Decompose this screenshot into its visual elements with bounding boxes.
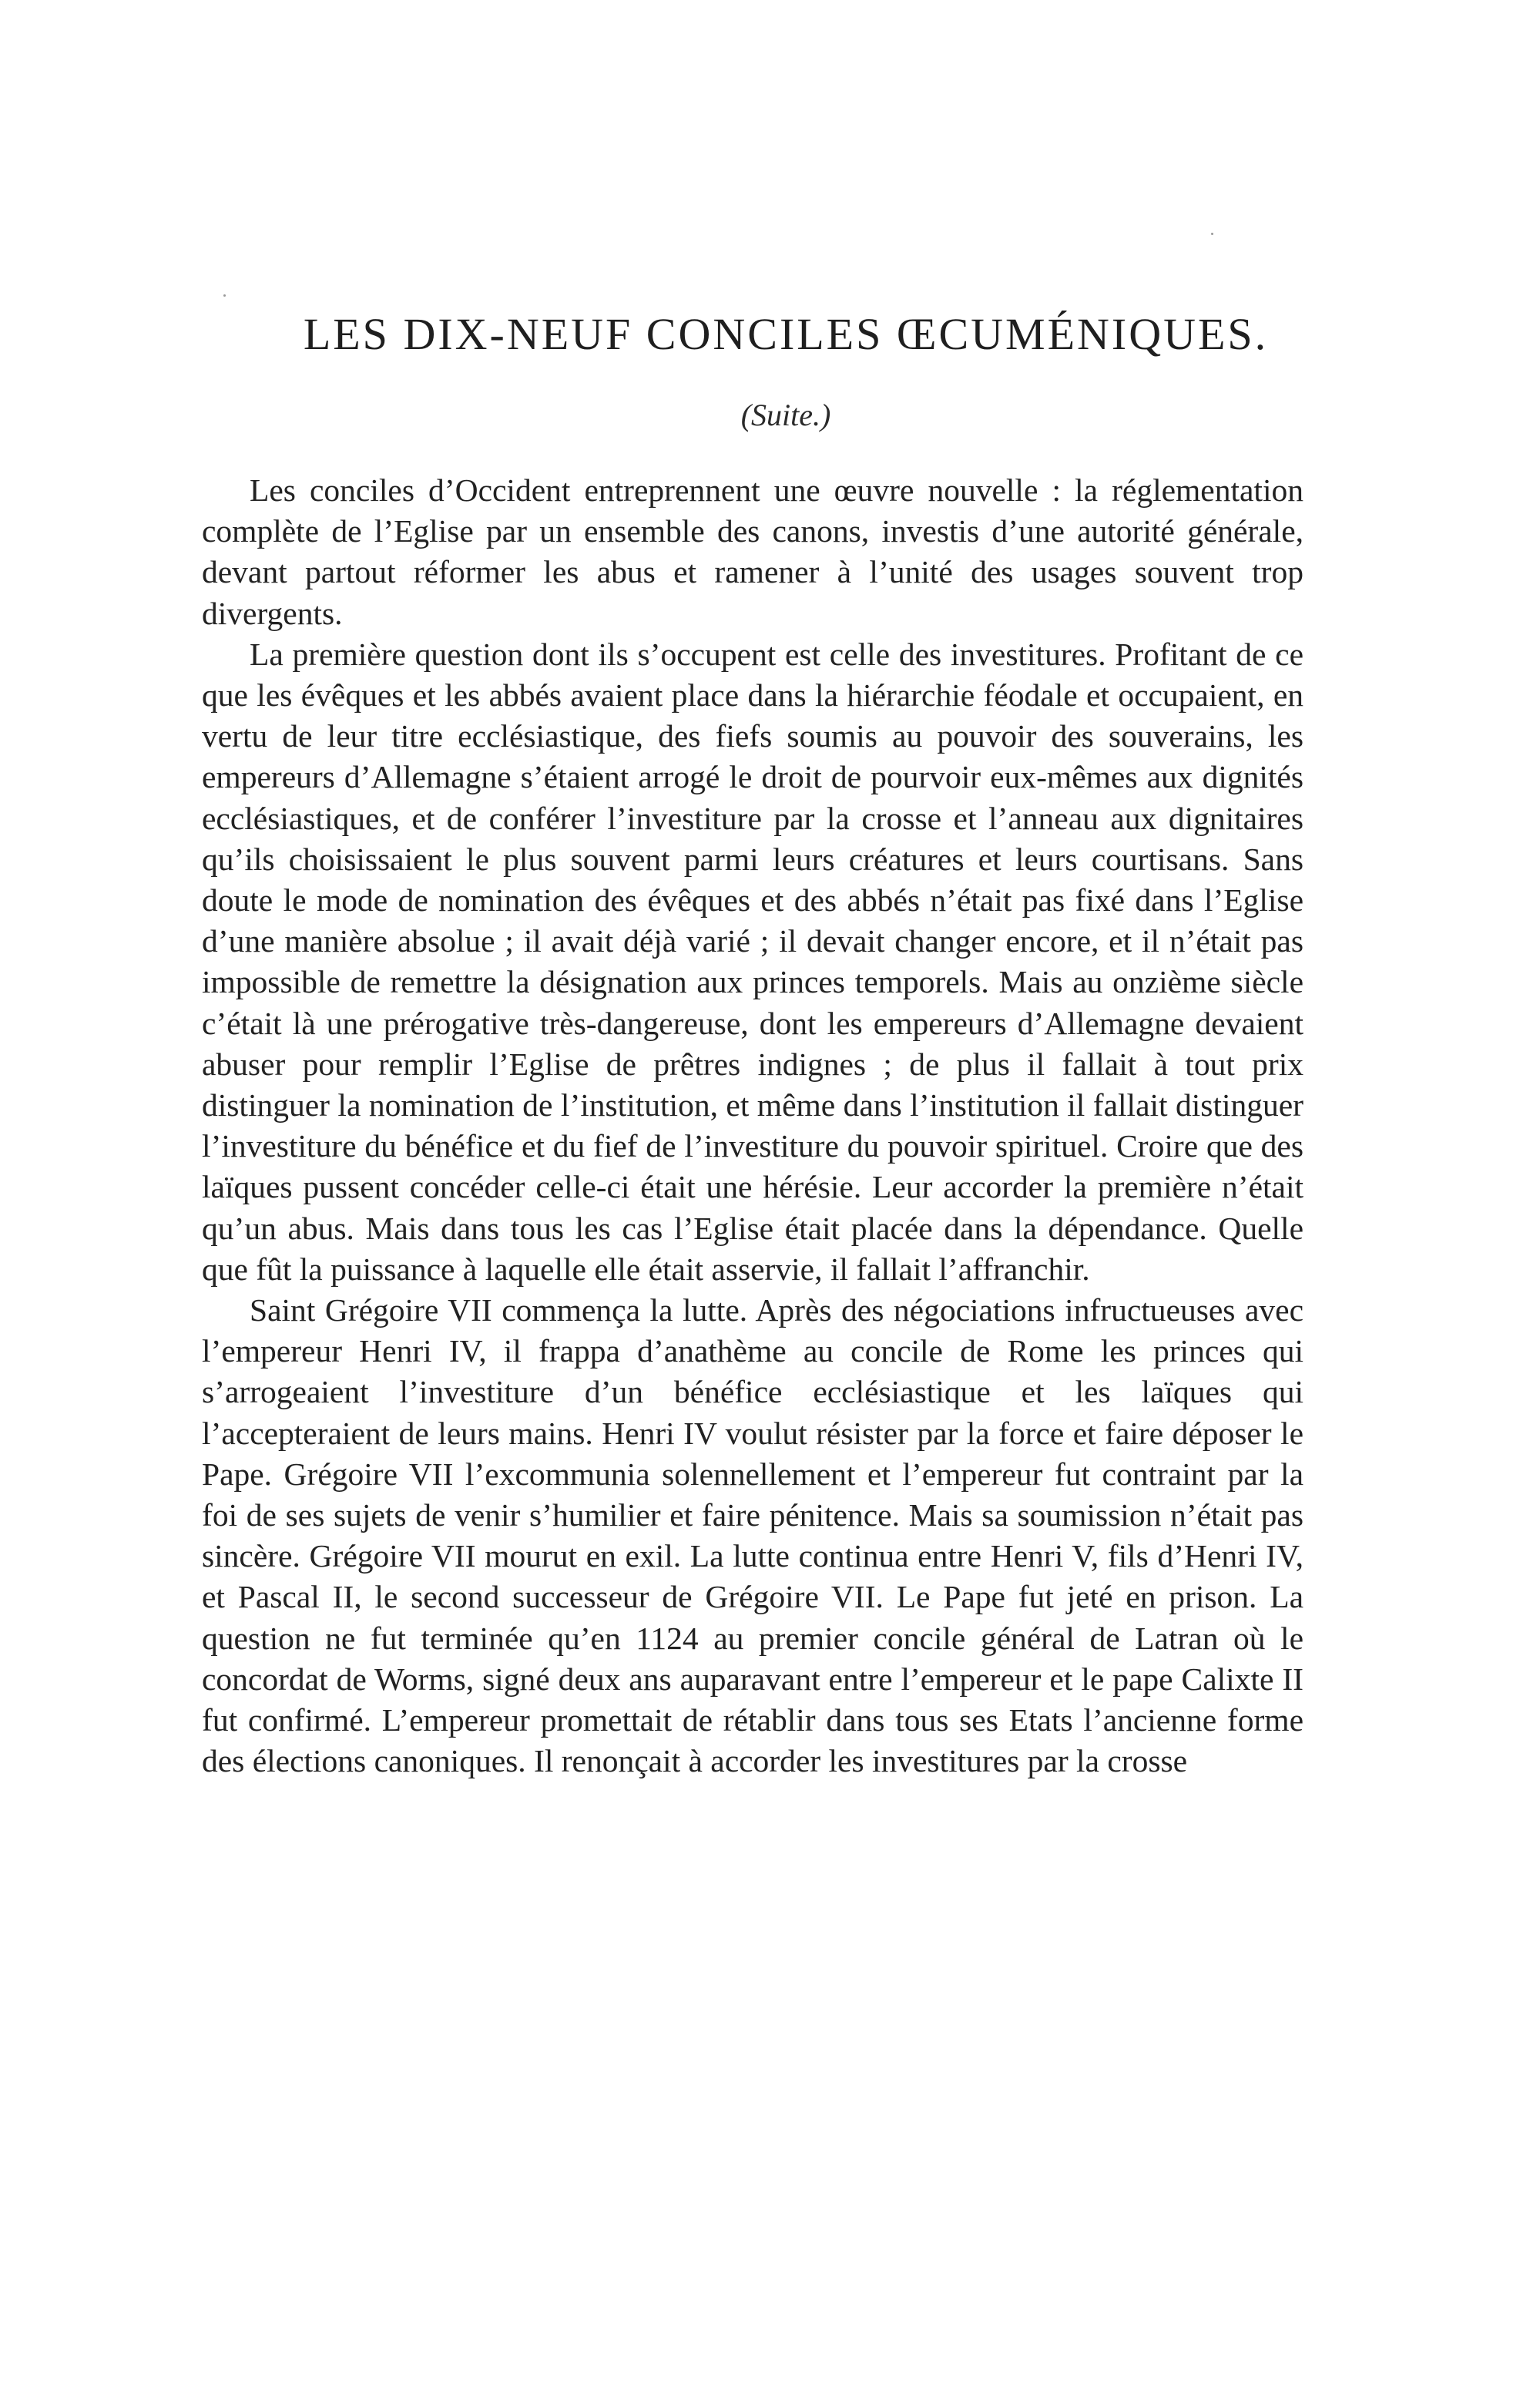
paragraph-intro: Les conciles d’Occident entreprennent une œuvre nouvelle : la réglementation complète de l’Eglise par un ensemble des canons, investis d’une autorité générale, devant partout réformer les abus et ramener à l’unité des usages souvent trop divergents.: [202, 472, 1303, 631]
paper-speck: [1211, 233, 1213, 235]
paragraph-investitures: La première question dont ils s’occupent est celle des investitures. Profitant de ce que les évêques et les abbés avaient place dans la hiérarchie féodale et occupaient, en vertu de leur titre ecclésiastique, des fiefs soumis au pouvoir des souverains, les empereurs d’Allemagne s’étaient arrogé le droit de pourvoir eux-mêmes aux dignités ecclésiastiques, et de conférer l’investiture par la crosse et l’anneau aux dignitaires qu’ils choisissaient le plus souvent parmi leurs créatures et leurs courtisans. Sans doute le mode de nomination des évêques et des abbés n’était pas fixé dans l’Eglise d’une manière absolue ; il avait déjà varié ; il devait changer encore, et il n’était pas impossible de remettre la désignation aux princes temporels. Mais au onzième siècle c’était là une prérogative très-dangereuse, dont les empereurs d’Allemagne devaient abuser pour remplir l’Eglise de prêtres indignes ; de plus il fallait à tout prix distinguer la nomination de l’institution, et même dans l’institution il fallait distinguer l’investiture du bénéfice et du fief de l’investiture du pouvoir spirituel. Croire que des laïques pussent concéder celle-ci était une hérésie. Leur accorder la première n’était qu’un abus. Mais dans tous les cas l’Eglise était placée dans la dépendance. Quelle que fût la puissance à laquelle elle était asservie, il fallait l’affranchir.: [202, 636, 1303, 1287]
body-text: [202, 470, 1303, 1782]
page-title: LES DIX-NEUF CONCILES ŒCUMÉNIQUES.: [303, 309, 1269, 359]
paragraph-gregoire: Saint Grégoire VII commença la lutte. Après des négociations infructueuses avec l’empereur Henri IV, il frappa d’anathème au concile de Rome les princes qui s’arrogeaient l’investiture d’un bénéfice ecclésiastique et les laïques qui l’accepteraient de leurs mains. Henri IV voulut résister par la force et faire déposer le Pape. Grégoire VII l’excommunia solennellement et l’empereur fut contraint par la foi de ses sujets de venir s’humilier et faire pénitence. Mais sa soumission n’était pas sincère. Grégoire VII mourut en exil. La lutte continua entre Henri V, fils d’Henri IV, et Pascal II, le second successeur de Grégoire VII. Le Pape fut jeté en prison. La question ne fut terminée qu’en 1124 au premier concile général de Latran où le concordat de Worms, signé deux ans auparavant entre l’empereur et le pape Calixte II fut confirmé. L’empereur promettait de rétablir dans tous ses Etats l’ancienne forme des élections canoniques. Il renonçait à accorder les investitures par la crosse: [202, 1292, 1303, 1779]
page-subtitle: (Suite.): [740, 398, 831, 432]
paper-speck: [223, 294, 226, 297]
